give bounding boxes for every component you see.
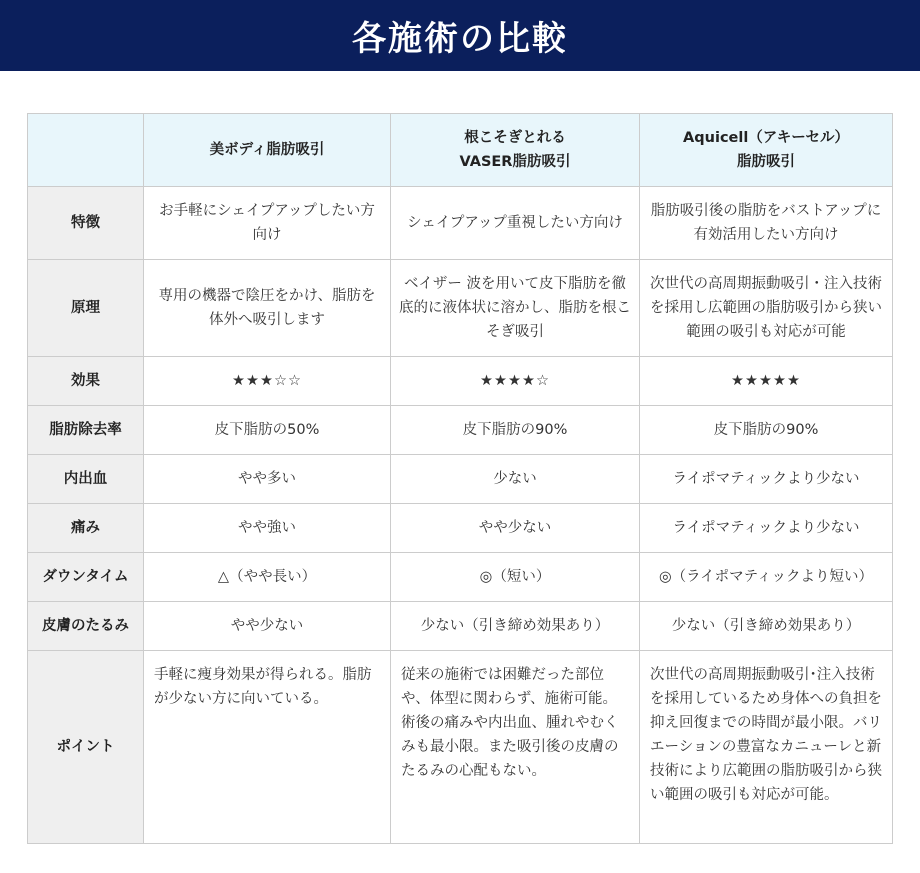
table-cell: やや少ない	[391, 504, 640, 553]
table-cell: やや多い	[144, 455, 391, 504]
table-row-bruising	[28, 455, 893, 504]
table-cell: シェイプアップ重視したい方向け	[391, 187, 640, 260]
table-cell: 少ない	[391, 455, 640, 504]
table-row-effect	[28, 357, 893, 406]
table-row-removal-rate	[28, 406, 893, 455]
table-cell: ◎（ライポマティックより短い）	[640, 553, 893, 602]
row-label: 効果	[28, 357, 144, 406]
column-header-aquicell	[640, 114, 893, 187]
row-label: 内出血	[28, 455, 144, 504]
table-row-pain	[28, 504, 893, 553]
column-header-line1: Aquicell（アキーセル）	[683, 130, 849, 146]
table-cell: △（やや長い）	[144, 553, 391, 602]
table-cell: ◎（短い）	[391, 553, 640, 602]
table-cell: 専用の機器で陰圧をかけ、脂肪を体外へ吸引します	[144, 260, 391, 357]
row-label: 脂肪除去率	[28, 406, 144, 455]
table-cell: 脂肪吸引後の脂肪をバストアップに有効活用したい方向け	[640, 187, 893, 260]
table-cell: 手軽に痩身効果が得られる。脂肪が少ない方に向いている。	[144, 651, 391, 844]
row-label: ポイント	[28, 651, 144, 844]
table-cell: 皮下脂肪の90%	[640, 406, 893, 455]
star-rating: ★★★★★	[640, 357, 893, 406]
table-cell: 皮下脂肪の90%	[391, 406, 640, 455]
row-label: 原理	[28, 260, 144, 357]
comparison-table	[27, 113, 893, 844]
corner-cell	[28, 114, 144, 187]
header-row	[28, 114, 893, 187]
table-cell: ライポマティックより少ない	[640, 504, 893, 553]
row-label: ダウンタイム	[28, 553, 144, 602]
star-rating: ★★★★☆	[391, 357, 640, 406]
table-row-downtime	[28, 553, 893, 602]
table-row-skin-sagging	[28, 602, 893, 651]
page-header	[0, 0, 920, 71]
table-cell: 次世代の高周期振動吸引・注入技術を採用し広範囲の脂肪吸引から狭い範囲の吸引も対応が可能	[640, 260, 893, 357]
table-row-feature	[28, 187, 893, 260]
table-cell: 次世代の高周期振動吸引･注入技術を採用しているため身体への負担を抑え回復までの時間が最小限。バリエーションの豊富なカニューレと新技術により広範囲の脂肪吸引から狭い範囲の吸引も対応が可能。	[640, 651, 893, 844]
table-row-points	[28, 651, 893, 844]
table-cell: ライポマティックより少ない	[640, 455, 893, 504]
table-cell: やや強い	[144, 504, 391, 553]
column-header-line2: 脂肪吸引	[737, 154, 795, 170]
column-header-bibody	[144, 114, 391, 187]
table-cell: 従来の施術では困難だった部位や、体型に関わらず、施術可能。術後の痛みや内出血、腫れやむくみも最小限。また吸引後の皮膚のたるみの心配もない。	[391, 651, 640, 844]
page-title: 各施術の比較	[352, 19, 568, 59]
column-header-line2: VASER脂肪吸引	[459, 154, 571, 170]
table-cell: 少ない（引き締め効果あり）	[640, 602, 893, 651]
table-cell: ベイザー 波を用いて皮下脂肪を徹底的に液体状に溶かし、脂肪を根こそぎ吸引	[391, 260, 640, 357]
table-cell: お手軽にシェイプアップしたい方向け	[144, 187, 391, 260]
table-cell: やや少ない	[144, 602, 391, 651]
column-header-vaser	[391, 114, 640, 187]
row-label: 特徴	[28, 187, 144, 260]
column-header-line1: 美ボディ脂肪吸引	[209, 142, 325, 158]
row-label: 痛み	[28, 504, 144, 553]
star-rating: ★★★☆☆	[144, 357, 391, 406]
row-label: 皮膚のたるみ	[28, 602, 144, 651]
table-row-principle	[28, 260, 893, 357]
column-header-line1: 根こそぎとれる	[464, 130, 566, 146]
table-cell: 皮下脂肪の50%	[144, 406, 391, 455]
table-cell: 少ない（引き締め効果あり）	[391, 602, 640, 651]
